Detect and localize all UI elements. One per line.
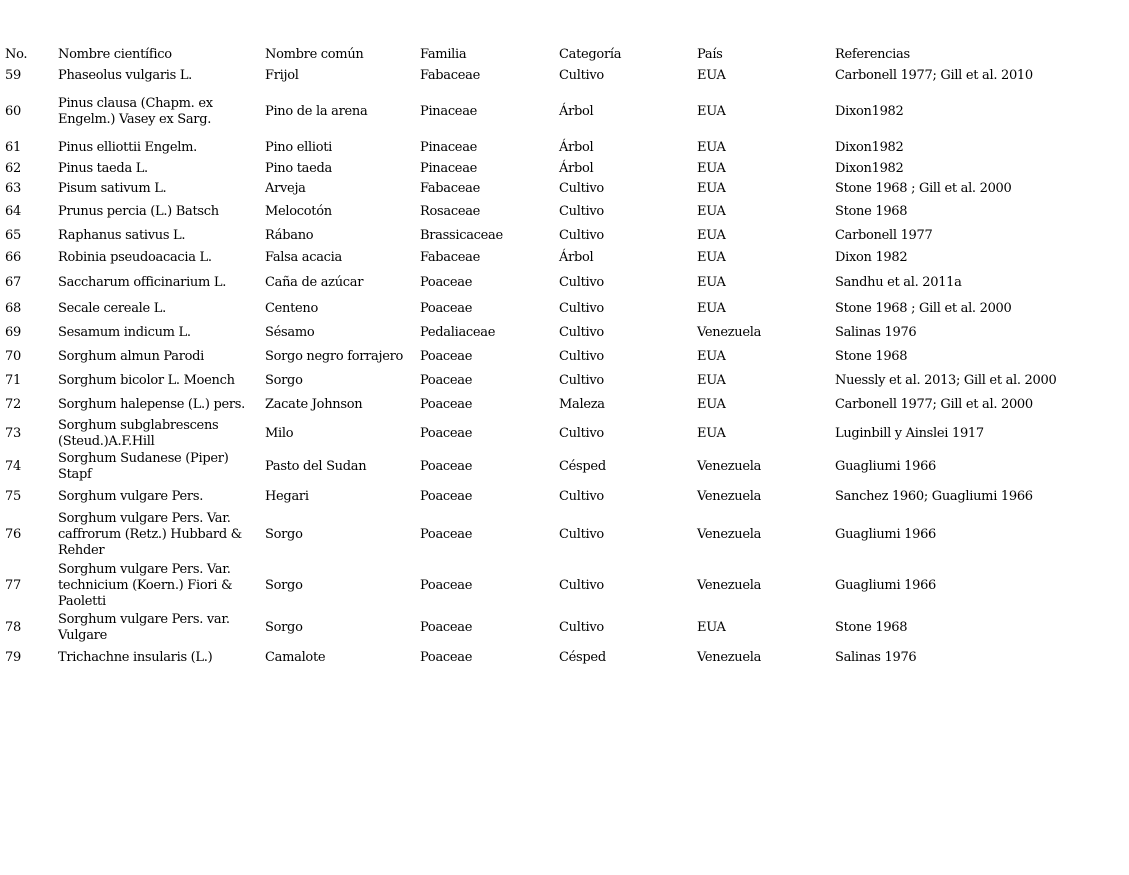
- cell-references: Carbonell 1977; Gill et al. 2010: [835, 68, 1033, 83]
- cell-family: Poaceae: [420, 620, 473, 635]
- cell-country: EUA: [697, 68, 726, 83]
- cell-references: Carbonell 1977; Gill et al. 2000: [835, 396, 1033, 412]
- cell-family: Poaceae: [420, 425, 473, 441]
- cell-category: Cultivo: [559, 274, 604, 290]
- cell-country: EUA: [697, 140, 726, 155]
- cell-common-name: Sésamo: [265, 325, 315, 340]
- cell-no: 64: [5, 204, 21, 219]
- cell-no: 63: [5, 180, 21, 196]
- cell-country: EUA: [697, 348, 726, 364]
- cell-category: Cultivo: [559, 325, 604, 340]
- cell-references: Dixon1982: [835, 140, 904, 155]
- cell-references: Sandhu et al. 2011a: [835, 274, 962, 290]
- cell-family: Fabaceae: [420, 68, 480, 83]
- cell-country: Venezuela: [697, 459, 762, 474]
- cell-references: Guagliumi 1966: [835, 577, 937, 593]
- table-row: [1, 417, 1111, 450]
- table-row: [1, 450, 1111, 484]
- cell-references: Salinas 1976: [835, 325, 917, 340]
- cell-scientific-name: Trichachne insularis (L.): [58, 649, 213, 665]
- cell-common-name: Pino de la arena: [265, 104, 368, 119]
- cell-scientific-name: Sesamum indicum L.: [58, 325, 191, 340]
- cell-common-name: Melocotón: [265, 204, 332, 219]
- cell-common-name: Centeno: [265, 301, 319, 316]
- cell-category: Cultivo: [559, 577, 604, 593]
- cell-scientific-name: Sorghum almun Parodi: [58, 348, 205, 364]
- cell-family: Brassicaceae: [420, 228, 503, 243]
- table-row: [1, 484, 1111, 509]
- cell-no: 76: [5, 526, 21, 542]
- cell-country: EUA: [697, 104, 726, 119]
- cell-no: 72: [5, 396, 21, 412]
- table-row: [1, 344, 1111, 369]
- cell-no: 74: [5, 459, 21, 474]
- cell-references: Guagliumi 1966: [835, 459, 937, 474]
- table-row: [1, 247, 1111, 269]
- cell-family: Poaceae: [420, 274, 473, 290]
- cell-scientific-name: Secale cereale L.: [58, 301, 166, 316]
- table-row: [1, 322, 1111, 344]
- cell-country: EUA: [697, 425, 726, 441]
- cell-scientific-name: Sorghum subglabrescens (Steud.)A.F.Hill: [58, 417, 219, 449]
- cell-common-name: Falsa acacia: [265, 250, 342, 265]
- table-row: [1, 178, 1111, 199]
- cell-references: Dixon 1982: [835, 250, 908, 265]
- cell-scientific-name: Sorghum vulgare Pers. Var. technicium (Koern.) Fiori & Paoletti: [58, 561, 233, 609]
- cell-country: Venezuela: [697, 526, 762, 542]
- cell-family: Poaceae: [420, 577, 473, 593]
- table-row: [1, 611, 1111, 645]
- cell-common-name: Rábano: [265, 228, 314, 243]
- cell-no: 70: [5, 348, 21, 364]
- cell-references: Luginbill y Ainslei 1917: [835, 425, 984, 441]
- header-category: Categoría: [559, 47, 622, 62]
- table-row: [1, 509, 1111, 560]
- cell-references: Nuessly et al. 2013; Gill et al. 2000: [835, 372, 1057, 388]
- cell-category: Árbol: [559, 160, 594, 176]
- table-row: [1, 296, 1111, 322]
- cell-no: 73: [5, 425, 21, 441]
- species-table: [1, 44, 1111, 670]
- table-body: [1, 65, 1111, 670]
- cell-country: Venezuela: [697, 577, 762, 593]
- cell-references: Stone 1968 ; Gill et al. 2000: [835, 180, 1012, 196]
- cell-family: Poaceae: [420, 649, 473, 665]
- table-row: [1, 159, 1111, 178]
- cell-common-name: Pino ellioti: [265, 140, 333, 155]
- table-row: [1, 645, 1111, 670]
- cell-category: Cultivo: [559, 301, 604, 316]
- cell-common-name: Pasto del Sudan: [265, 459, 367, 474]
- cell-common-name: Camalote: [265, 649, 326, 665]
- table-row: [1, 225, 1111, 247]
- cell-category: Árbol: [559, 250, 594, 265]
- header-references: Referencias: [835, 47, 910, 62]
- cell-common-name: Sorgo: [265, 620, 303, 635]
- cell-country: EUA: [697, 250, 726, 265]
- cell-scientific-name: Sorghum vulgare Pers. var. Vulgare: [58, 612, 230, 643]
- cell-country: EUA: [697, 274, 726, 290]
- table-row: [1, 199, 1111, 225]
- cell-references: Guagliumi 1966: [835, 526, 937, 542]
- cell-country: EUA: [697, 372, 726, 388]
- cell-scientific-name: Sorghum vulgare Pers. Var. caffrorum (Retz.) Hubbard & Rehder: [58, 510, 242, 558]
- table-row: [1, 392, 1111, 417]
- cell-common-name: Hegari: [265, 488, 309, 504]
- table-row: [1, 137, 1111, 159]
- cell-no: 78: [5, 620, 21, 635]
- cell-no: 65: [5, 228, 21, 243]
- cell-category: Cultivo: [559, 526, 604, 542]
- cell-category: Árbol: [559, 104, 594, 119]
- cell-country: EUA: [697, 228, 726, 243]
- cell-scientific-name: Robinia pseudoacacia L.: [58, 250, 212, 265]
- cell-country: EUA: [697, 301, 726, 316]
- cell-common-name: Milo: [265, 425, 294, 441]
- cell-scientific-name: Pisum sativum L.: [58, 180, 167, 196]
- cell-family: Poaceae: [420, 301, 473, 316]
- cell-no: 68: [5, 301, 21, 316]
- cell-no: 69: [5, 325, 21, 340]
- header-common-name: Nombre común: [265, 47, 364, 62]
- cell-no: 66: [5, 250, 21, 265]
- cell-family: Pinaceae: [420, 140, 478, 155]
- cell-common-name: Arveja: [265, 180, 306, 196]
- cell-no: 77: [5, 577, 21, 593]
- cell-family: Fabaceae: [420, 250, 480, 265]
- cell-no: 61: [5, 140, 21, 155]
- cell-category: Césped: [559, 459, 606, 474]
- cell-family: Poaceae: [420, 526, 473, 542]
- cell-category: Árbol: [559, 140, 594, 155]
- cell-scientific-name: Pinus taeda L.: [58, 160, 148, 176]
- cell-category: Cultivo: [559, 488, 604, 504]
- cell-scientific-name: Phaseolus vulgaris L.: [58, 68, 192, 83]
- cell-common-name: Sorgo negro forrajero: [265, 348, 404, 364]
- cell-scientific-name: Raphanus sativus L.: [58, 228, 186, 243]
- cell-category: Cultivo: [559, 425, 604, 441]
- cell-references: Stone 1968 ; Gill et al. 2000: [835, 301, 1012, 316]
- cell-references: Dixon1982: [835, 104, 904, 119]
- cell-references: Stone 1968: [835, 620, 908, 635]
- cell-scientific-name: Sorghum bicolor L. Moench: [58, 372, 235, 388]
- cell-scientific-name: Pinus clausa (Chapm. ex Engelm.) Vasey ex Sarg.: [58, 96, 213, 127]
- cell-category: Cultivo: [559, 204, 604, 219]
- cell-category: Cultivo: [559, 348, 604, 364]
- cell-country: Venezuela: [697, 649, 762, 665]
- cell-family: Pinaceae: [420, 160, 478, 176]
- cell-family: Poaceae: [420, 396, 473, 412]
- cell-category: Cultivo: [559, 68, 604, 83]
- header-no: No.: [5, 47, 28, 62]
- cell-category: Cultivo: [559, 372, 604, 388]
- cell-family: Pedaliaceae: [420, 325, 496, 340]
- cell-category: Cultivo: [559, 228, 604, 243]
- cell-no: 71: [5, 372, 21, 388]
- header-country: País: [697, 47, 723, 62]
- cell-references: Salinas 1976: [835, 649, 917, 665]
- cell-common-name: Zacate Johnson: [265, 396, 363, 412]
- cell-references: Stone 1968: [835, 348, 908, 364]
- cell-category: Maleza: [559, 396, 605, 412]
- cell-references: Stone 1968: [835, 204, 908, 219]
- cell-family: Poaceae: [420, 348, 473, 364]
- cell-scientific-name: Pinus elliottii Engelm.: [58, 140, 197, 155]
- cell-category: Cultivo: [559, 180, 604, 196]
- table-header-row: [1, 44, 1111, 65]
- cell-family: Rosaceae: [420, 204, 481, 219]
- cell-no: 60: [5, 104, 21, 119]
- cell-family: Poaceae: [420, 459, 473, 474]
- table-row: [1, 65, 1111, 87]
- table-row: [1, 560, 1111, 611]
- cell-family: Poaceae: [420, 372, 473, 388]
- cell-family: Pinaceae: [420, 104, 478, 119]
- header-family: Familia: [420, 47, 467, 62]
- cell-country: EUA: [697, 204, 726, 219]
- cell-references: Dixon1982: [835, 160, 904, 176]
- cell-country: EUA: [697, 620, 726, 635]
- cell-family: Poaceae: [420, 488, 473, 504]
- cell-family: Fabaceae: [420, 180, 480, 196]
- cell-references: Carbonell 1977: [835, 228, 933, 243]
- cell-common-name: Sorgo: [265, 526, 303, 542]
- cell-country: EUA: [697, 180, 726, 196]
- table-row: [1, 269, 1111, 296]
- cell-common-name: Pino taeda: [265, 160, 332, 176]
- cell-scientific-name: Saccharum officinarium L.: [58, 274, 227, 290]
- cell-category: Cultivo: [559, 620, 604, 635]
- cell-country: EUA: [697, 396, 726, 412]
- cell-country: Venezuela: [697, 325, 762, 340]
- table-row: [1, 87, 1111, 137]
- cell-scientific-name: Sorghum halepense (L.) pers.: [58, 396, 246, 412]
- cell-no: 59: [5, 68, 21, 83]
- cell-country: EUA: [697, 160, 726, 176]
- cell-common-name: Sorgo: [265, 577, 303, 593]
- cell-scientific-name: Prunus percia (L.) Batsch: [58, 204, 219, 219]
- cell-no: 62: [5, 160, 21, 176]
- cell-common-name: Caña de azúcar: [265, 274, 364, 290]
- cell-no: 67: [5, 274, 21, 290]
- cell-references: Sanchez 1960; Guagliumi 1966: [835, 488, 1033, 504]
- cell-scientific-name: Sorghum vulgare Pers.: [58, 488, 204, 504]
- cell-common-name: Frijol: [265, 68, 299, 83]
- cell-country: Venezuela: [697, 488, 762, 504]
- header-scientific-name: Nombre científico: [58, 47, 172, 62]
- cell-scientific-name: Sorghum Sudanese (Piper) Stapf: [58, 451, 229, 482]
- cell-category: Césped: [559, 649, 606, 665]
- cell-no: 75: [5, 488, 21, 504]
- table-row: [1, 369, 1111, 392]
- cell-common-name: Sorgo: [265, 372, 303, 388]
- cell-no: 79: [5, 649, 21, 665]
